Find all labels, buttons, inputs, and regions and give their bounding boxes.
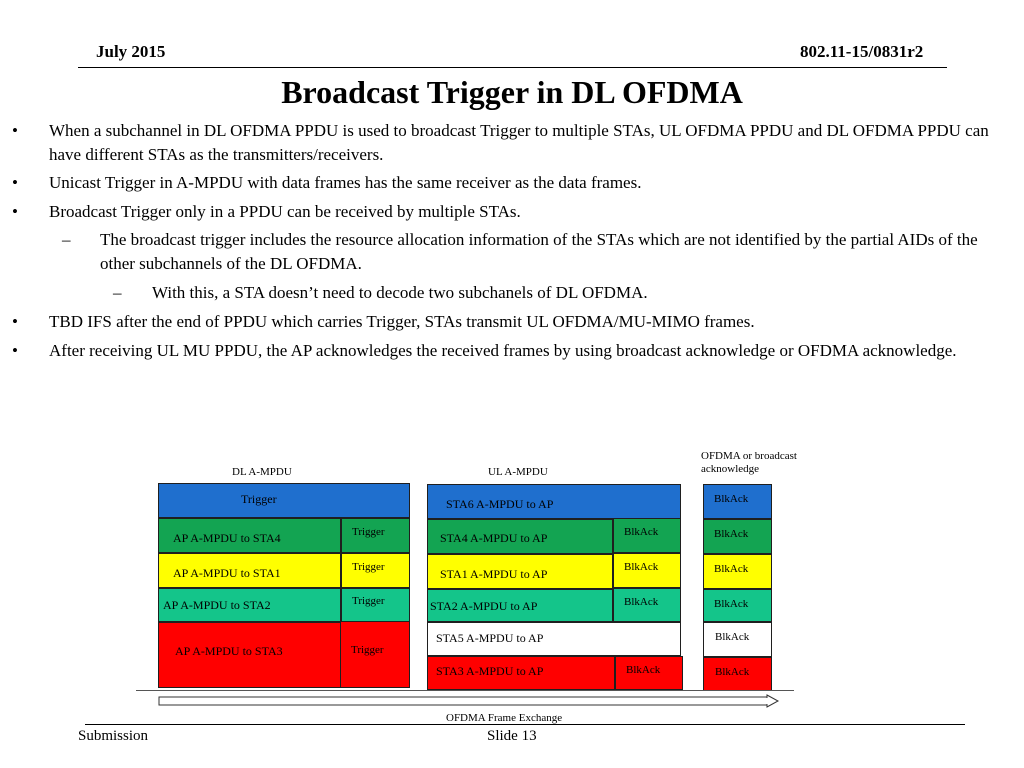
ul-ampdu-label-sta3: STA3 A-MPDU to AP [436, 664, 544, 678]
ul-blkack-box-sta3 [615, 656, 683, 690]
sub-bullet-marker: – [62, 230, 71, 249]
ack-box-2 [703, 519, 772, 554]
ul-ampdu-label-sta4: STA4 A-MPDU to AP [440, 531, 548, 545]
ack-box-1 [703, 484, 772, 519]
bullet-item: Unicast Trigger in A-MPDU with data frames has the same receiver as the data frames. [49, 173, 642, 192]
ul-ampdu-box-sta2 [427, 589, 613, 622]
dl-trigger-label-sta2: Trigger [352, 595, 385, 607]
dl-ampdu-label-sta2: AP A-MPDU to STA2 [163, 598, 271, 612]
dl-trigger-label: Trigger [241, 492, 277, 506]
header-date: July 2015 [96, 42, 166, 61]
bullet-item: TBD IFS after the end of PPDU which carries Trigger, STAs transmit UL OFDMA/MU-MIMO frames. [49, 312, 755, 331]
ul-blkack-label-sta4: BlkAck [624, 526, 659, 538]
ul-blkack-box-sta1 [613, 553, 681, 588]
dl-trigger-box-sta3 [340, 621, 410, 688]
ul-ampdu-label-sta1: STA1 A-MPDU to AP [440, 567, 548, 581]
ul-ampdu-label-sta2: STA2 A-MPDU to AP [430, 599, 538, 613]
ack-label-5: BlkAck [715, 631, 750, 643]
ack-label: OFDMA or broadcast acknowledge [701, 450, 797, 475]
ack-box-4 [703, 589, 772, 622]
bullet-marker: • [12, 312, 18, 331]
bullet-marker: • [12, 202, 18, 221]
slide-title: Broadcast Trigger in DL OFDMA [281, 74, 743, 110]
dl-ampdu-box-sta4 [158, 518, 341, 553]
header-rule [78, 67, 947, 68]
dl-trigger-box-sta1 [341, 553, 410, 588]
ack-label-1: BlkAck [714, 493, 749, 505]
dl-ampdu-label-sta4: AP A-MPDU to STA4 [173, 531, 281, 545]
diagram-baseline [136, 690, 794, 691]
sub-sub-bullet-marker: – [113, 283, 122, 302]
bullet-marker: • [12, 121, 18, 140]
ack-box-6 [703, 657, 772, 691]
bullet-item: Broadcast Trigger only in a PPDU can be received by multiple STAs. [49, 202, 521, 221]
dl-trigger-label-sta1: Trigger [352, 561, 385, 573]
ul-ampdu-box-sta3 [427, 656, 615, 690]
bullet-item: After receiving UL MU PPDU, the AP acknowledges the received frames by using broadcast acknowledge or OFDMA acknowledge. [49, 341, 957, 360]
ack-box-5 [703, 622, 772, 657]
footer-submission: Submission [78, 728, 149, 744]
ul-blkack-box-sta4 [613, 518, 681, 553]
dl-ampdu-box-sta3 [158, 622, 341, 688]
ul-blkack-box-sta2 [613, 588, 681, 622]
sub-bullet-item: The broadcast trigger includes the resource allocation information of the STAs which are not identified by the partial AIDs of the other subchannels of the DL OFDMA. [100, 230, 978, 273]
ack-label-4: BlkAck [714, 598, 749, 610]
ack-label-6: BlkAck [715, 666, 750, 678]
dl-ampdu-box-sta2 [158, 588, 341, 622]
ul-ampdu-box-sta4 [427, 519, 613, 554]
bullet-marker: • [12, 173, 18, 192]
dl-trigger-label-sta3: Trigger [351, 644, 384, 656]
slide-number: Slide 13 [487, 728, 537, 744]
ul-blkack-label-sta2: BlkAck [624, 596, 659, 608]
dl-trigger-box-sta4 [341, 518, 410, 553]
bullet-item: When a subchannel in DL OFDMA PPDU is used to broadcast Trigger to multiple STAs, UL OFDMA PPDU and DL OFDMA PPDU can have different STAs as the transmitters/receivers. [49, 121, 989, 164]
dl-ampdu-label-sta1: AP A-MPDU to STA1 [173, 566, 281, 580]
footer-rule [85, 724, 965, 725]
ul-blkack-label-sta3: BlkAck [626, 664, 661, 676]
dl-ampdu-label: DL A-MPDU [232, 466, 292, 478]
sub-sub-bullet-item: With this, a STA doesn’t need to decode two subchanels of DL OFDMA. [152, 283, 648, 302]
bullet-marker: • [12, 341, 18, 360]
frame-exchange-label: OFDMA Frame Exchange [446, 712, 563, 724]
ul-ampdu-box-sta1 [427, 554, 613, 589]
ul-ampdu-box-sta6 [427, 484, 681, 519]
dl-ampdu-box-sta1 [158, 553, 341, 588]
frame-exchange-arrow [158, 694, 780, 710]
ul-ampdu-label: UL A-MPDU [488, 466, 548, 478]
header-doc-id: 802.11-15/0831r2 [800, 42, 924, 61]
dl-trigger-box [158, 483, 410, 518]
ul-ampdu-box-sta5 [427, 622, 681, 656]
ack-label-3: BlkAck [714, 563, 749, 575]
dl-trigger-label-sta4: Trigger [352, 526, 385, 538]
ul-blkack-label-sta1: BlkAck [624, 561, 659, 573]
ul-ampdu-label-sta5: STA5 A-MPDU to AP [436, 631, 544, 645]
dl-trigger-box-sta2 [341, 588, 410, 622]
ack-box-3 [703, 554, 772, 589]
dl-ampdu-label-sta3: AP A-MPDU to STA3 [175, 644, 283, 658]
ul-ampdu-label-sta6: STA6 A-MPDU to AP [446, 497, 554, 511]
ack-label-2: BlkAck [714, 528, 749, 540]
